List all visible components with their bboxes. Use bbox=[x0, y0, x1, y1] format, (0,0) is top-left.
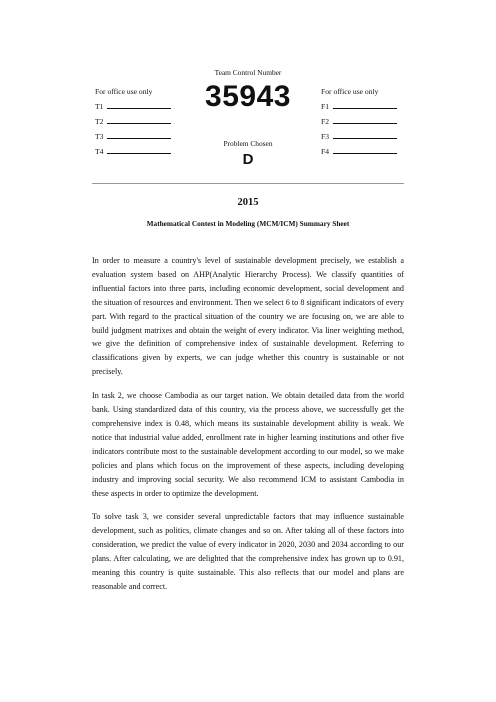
summary-paragraph-3: To solve task 3, we consider several unpredictable factors that may influence sustainable development, such as politics, climate changes and so on. After taking all of these factors into consideration, we predict the value of every indicator in 2020, 2030 and 2034 according to our plans. After calculating, we are delighted that the comprehensive index has grown up to 0.91, meaning this country is quite sustainable. This also reflects that our model and plans are reasonable and correct. bbox=[92, 512, 404, 591]
office-use-right bbox=[321, 84, 406, 159]
office-row-label: T2 bbox=[95, 117, 104, 126]
office-row-f3 bbox=[321, 129, 406, 144]
summary-body bbox=[92, 254, 404, 604]
summary-paragraph-2: In task 2, we choose Cambodia as our target nation. We obtain detailed data from the world bank. Using standardized data of this country, via the process above, we successfully get the comprehensive index is 0.48, which means its sustainable development ability is weak. We notice that industrial value added, enrollment rate in higher learning institutions and other five indicators contribute most to the sustainable development according to our model, so we make policies and plans which focus on the improvement of these aspects, including developing industry and improving social security. We also recommend ICM to assistant Cambodia in these aspects in order to optimize the development. bbox=[92, 391, 404, 498]
summary-sheet-title: Mathematical Contest in Modeling (MCM/ICM) Summary Sheet bbox=[146, 219, 350, 228]
office-row-label: F3 bbox=[321, 132, 330, 141]
blank-line bbox=[107, 115, 171, 124]
office-row-label: F1 bbox=[321, 102, 330, 111]
blank-line bbox=[333, 130, 397, 139]
office-row-label: T1 bbox=[95, 102, 104, 111]
office-row-f1 bbox=[321, 99, 406, 114]
blank-line bbox=[107, 145, 171, 154]
office-row-t3 bbox=[95, 129, 180, 144]
blank-line bbox=[107, 100, 171, 109]
office-row-t2 bbox=[95, 114, 180, 129]
team-control-number: 35943 bbox=[205, 80, 291, 113]
office-row-label: F4 bbox=[321, 147, 330, 156]
office-row-t1 bbox=[95, 99, 180, 114]
summary-paragraph-1: In order to measure a country's level of sustainable development precisely, we establish a evaluation system based on AHP(Analytic Hierarchy Process). We classify quantities of influential factors into three parts, including economic development, social development and the situation of resources and environment. Then we select 6 to 8 significant indicators of every part. With regard to the practical situation of the country we are focusing on, we are able to build judgment matrixes and obtain the weight of every indicator. Via liner weighting method, we give the definition of comprehensive index of sustainable development. Referring to classifications given by experts, we can judge whether this country is sustainable or not precisely. bbox=[92, 256, 404, 377]
header-divider bbox=[92, 183, 404, 184]
office-row-f4 bbox=[321, 144, 406, 159]
blank-line bbox=[333, 115, 397, 124]
team-control-label: Team Control Number bbox=[214, 68, 282, 77]
contest-year: 2015 bbox=[237, 197, 259, 208]
blank-line bbox=[333, 100, 397, 109]
office-use-right-title: For office use only bbox=[321, 87, 379, 96]
office-row-label: T4 bbox=[95, 147, 104, 156]
blank-line bbox=[333, 145, 397, 154]
office-use-left bbox=[95, 84, 180, 159]
problem-chosen-letter: D bbox=[242, 151, 254, 168]
office-row-label: F2 bbox=[321, 117, 330, 126]
office-row-t4 bbox=[95, 144, 180, 159]
office-row-f2 bbox=[321, 114, 406, 129]
problem-chosen-label: Problem Chosen bbox=[223, 139, 273, 148]
blank-line bbox=[107, 130, 171, 139]
office-row-label: T3 bbox=[95, 132, 104, 141]
office-use-left-title: For office use only bbox=[95, 87, 153, 96]
